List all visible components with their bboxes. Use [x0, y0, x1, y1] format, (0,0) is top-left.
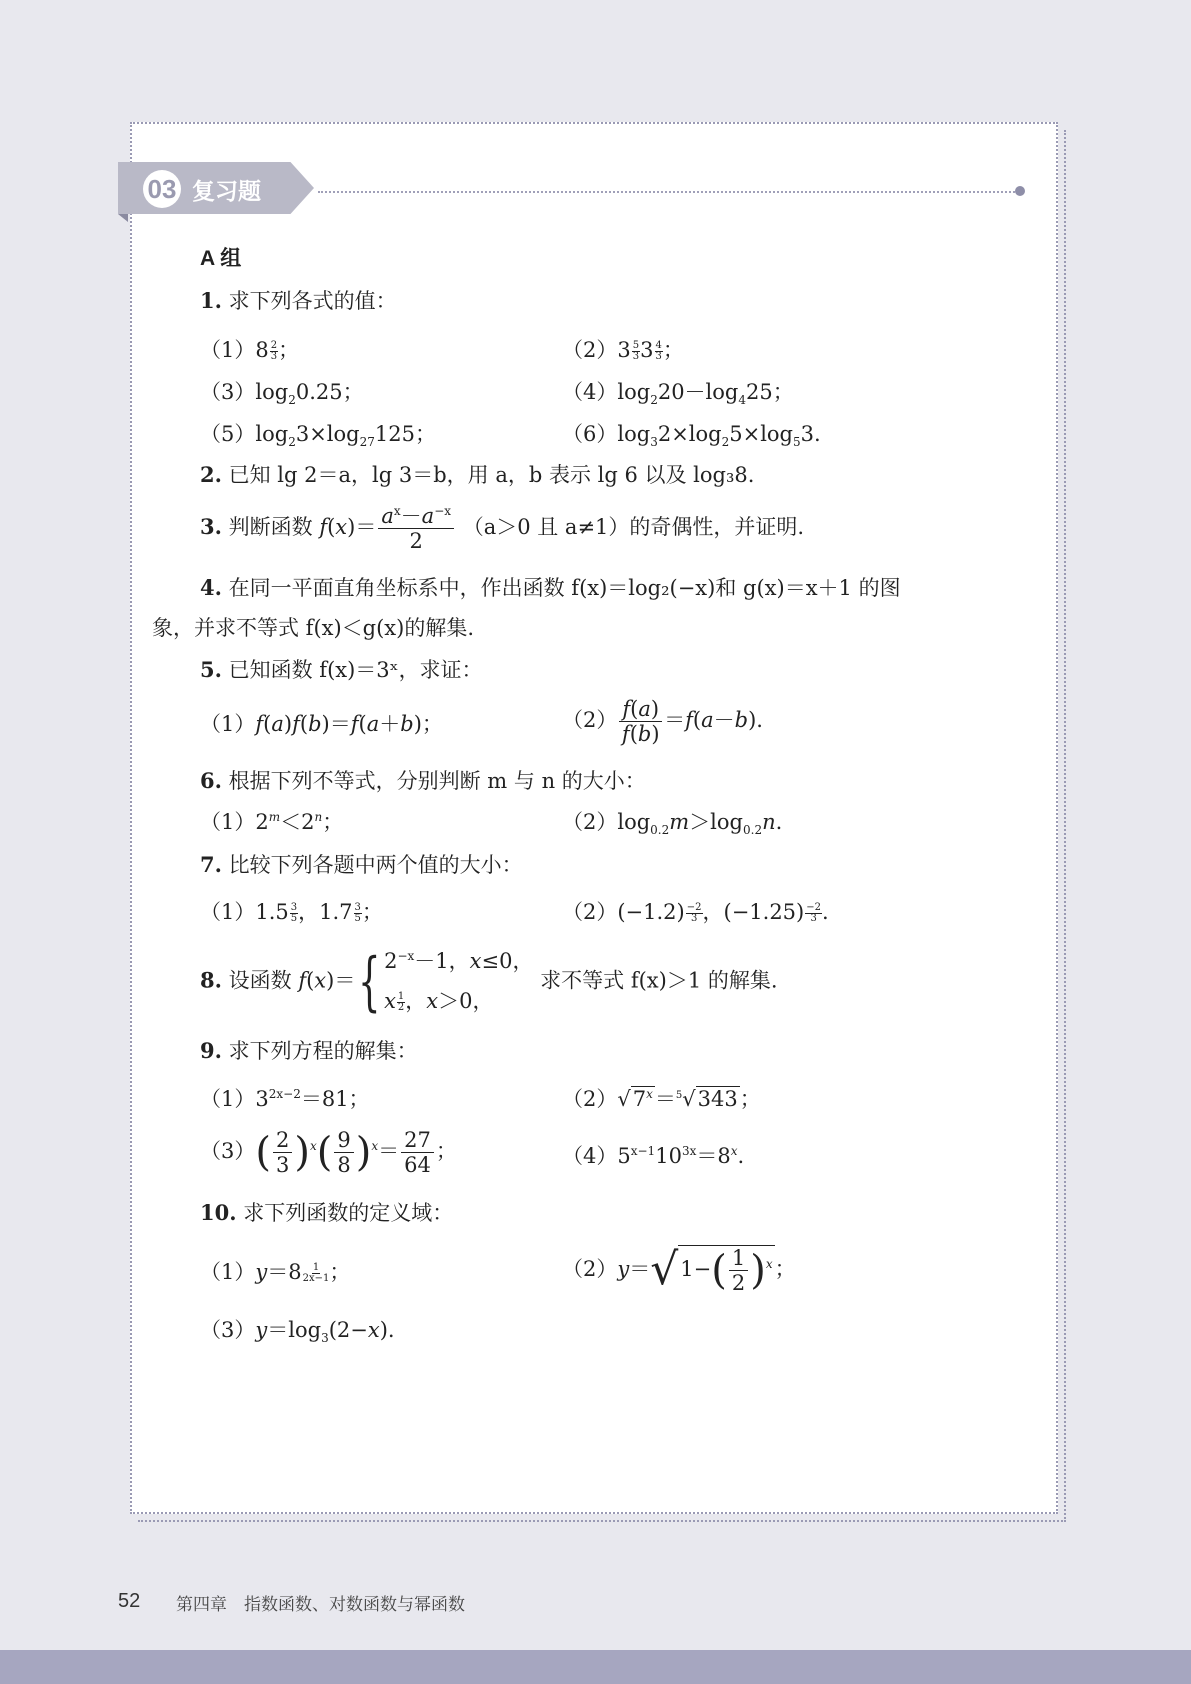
question-2: 2. 已知 lg 2＝a，lg 3＝b，用 a，b 表示 lg 6 以及 log₃8. — [200, 462, 755, 487]
q10-part-3: $(3)y=\log_3(2-x)$. — [200, 1318, 395, 1346]
q9-part-3: （3）( $\frac{2}{3}$ )$^x$( $\frac{9}{8}$ )$^x$＝ $\frac{27}{64}$ ； — [200, 1128, 457, 1178]
question-4-line-2: 象，并求不等式 f(x)＜g(x)的解集. — [152, 616, 475, 640]
q9-part-1: $(1)3^{2x-2}=81$； — [200, 1087, 370, 1111]
q5-part-2: （2） $\frac{f(a)}{f(b)}$ ＝f(a－b). — [562, 697, 763, 747]
leader-end-dot — [1015, 186, 1025, 196]
q9-part-2: $(2)√7^x=^5√343$； — [562, 1087, 761, 1111]
question-10: 10. 求下列函数的定义域： — [200, 1200, 454, 1225]
q10-part-2: （2）y＝√1−( $\frac{1}{2}$ )$^x$； — [562, 1244, 796, 1296]
question-3: 3. 判断函数 f(x)＝ $\frac{a^x-a^{-x}}{2}$ （a＞0 且 a≠1）的奇偶性，并证明. — [200, 504, 805, 554]
question-6: 6. 根据下列不等式，分别判断 m 与 n 的大小： — [200, 768, 646, 793]
question-9: 9. 求下列方程的解集： — [200, 1038, 418, 1063]
question-4-line-1: 4. 在同一平面直角坐标系中，作出函数 f(x)＝log₂(−x)和 g(x)＝x＋1 的图 — [200, 575, 901, 600]
q1-part-1: （1）8 $\frac{2}{3}$ ； — [200, 338, 300, 362]
q6-part-1: $(1)2^m<2^n$； — [200, 810, 344, 834]
bottom-bar — [0, 1650, 1191, 1684]
section-title: 复习题 — [192, 179, 261, 205]
q1-part-2: （2）3 $\frac{5}{3}$ 3 $\frac{4}{3}$ ； — [562, 338, 684, 362]
q1-part-5: $(5)\log_23\times\log_{27}125$； — [200, 422, 436, 450]
page-number: 52 — [118, 1590, 141, 1612]
question-1: 1. 求下列各式的值： — [200, 288, 397, 313]
question-8: 8. 设函数 f(x)＝{ $2^{-x}-1$，x≤0， x $\frac{1}{2}$ ，x＞0， 求不等式 f(x)＞1 的解集. — [200, 944, 778, 1019]
group-heading: A 组 — [200, 247, 242, 270]
section-number: 03 — [143, 170, 181, 208]
banner-fold — [118, 214, 128, 222]
q5-part-1: （1）f(a)f(b)＝f(a＋b)； — [200, 712, 443, 736]
q6-part-2: $(2)\log_{0.2}m>\log_{0.2}n$. — [562, 810, 783, 838]
q9-part-4: $(4)5^{x-1}10^{3x}=8^x$. — [562, 1144, 745, 1168]
dotted-leader — [318, 191, 1018, 193]
q1-part-4: $(4)\log_220-\log_425$； — [562, 380, 794, 408]
q7-part-1: （1）1.5 $\frac{3}{5}$ ，1.7 $\frac{3}{5}$ ； — [200, 900, 383, 924]
q7-part-2: （2）(−1.2) $\frac{-2}{3}$ ，(−1.25) $\frac{-2}{3}$ . — [562, 900, 829, 924]
chapter-title: 第四章 指数函数、对数函数与幂函数 — [176, 1595, 465, 1615]
q1-part-6: $(6)\log_32\times\log_25\times\log_53$. — [562, 422, 821, 450]
question-5: 5. 已知函数 f(x)＝3ˣ，求证： — [200, 657, 483, 682]
q10-part-1: （1）y＝8 $\frac{1}{2x-1}$ ； — [200, 1260, 351, 1284]
q1-part-3: $(3)\log_20.25$； — [200, 380, 364, 408]
question-7: 7. 比较下列各题中两个值的大小： — [200, 852, 523, 877]
